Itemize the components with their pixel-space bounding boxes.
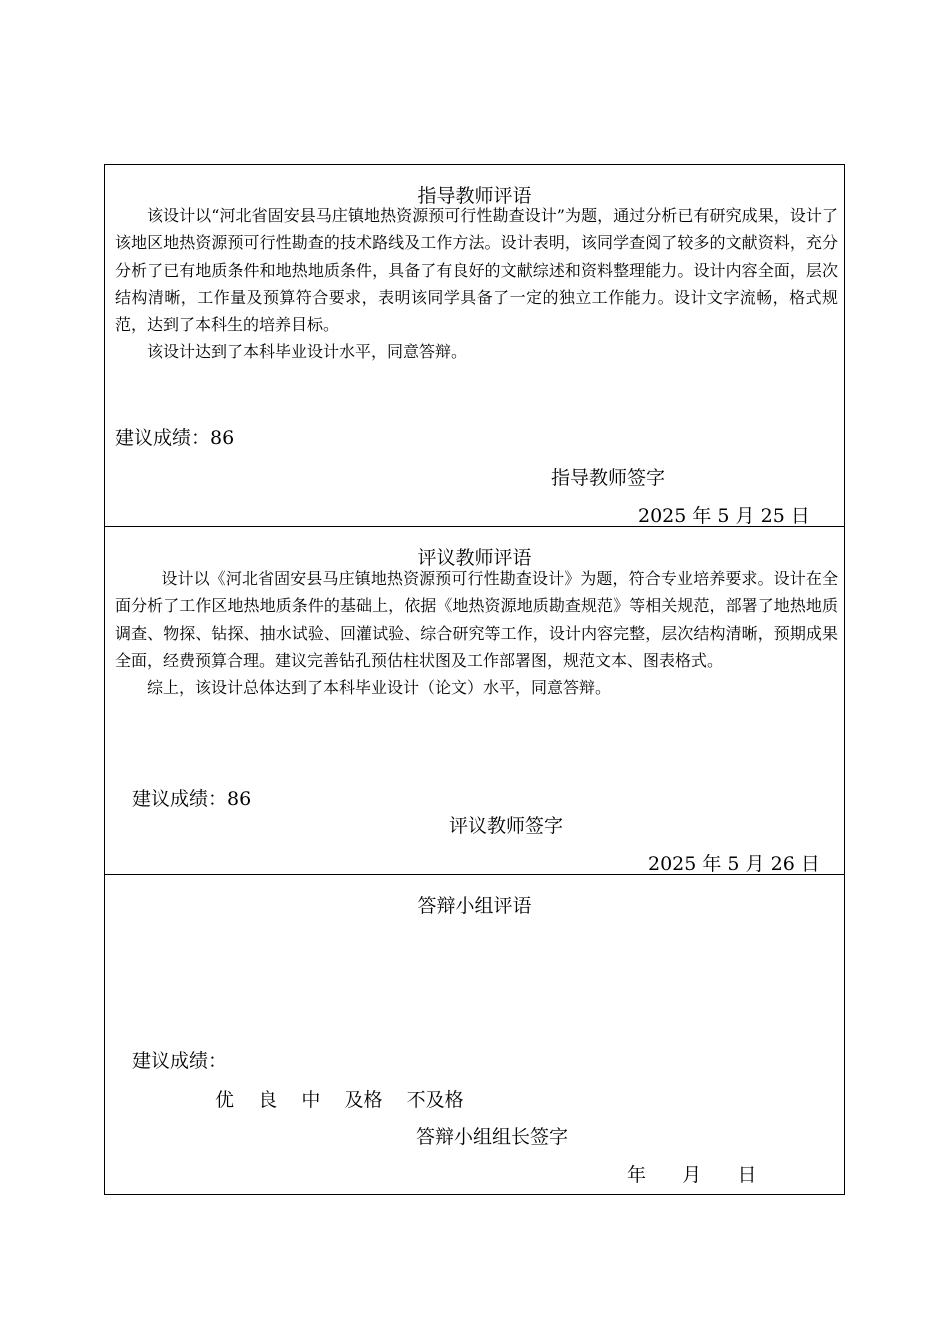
reviewer-suggested-grade: 建议成绩：86 [132,788,252,810]
panel-section-title: 答辩小组评语 [417,895,532,917]
advisor-comment-paragraph: 该设计以“河北省固安县马庄镇地热资源预可行性勘查设计”为题，通过分析已有研究成果，设计了该地区地热资源预可行性勘查的技术路线及工作方法。设计表明，该同学查阅了较多的文献资料，充分分析了已有地质条件和地热地质条件，具备了有良好的文献综述和资料整理能力。设计内容全面，层次结构清晰，工作量及预算符合要求，表明该同学具备了一定的独立工作能力。设计文字流畅，格式规范，达到了本科生的培养目标。 [115,206,838,335]
reviewer-section-title: 评议教师评语 [417,547,532,569]
advisor-section-title: 指导教师评语 [417,185,532,207]
reviewer-signature-label: 评议教师签字 [449,815,564,837]
reviewer-comment-body [115,565,838,701]
advisor-suggested-grade: 建议成绩：86 [115,427,235,449]
advisor-comment-conclusion: 该设计达到了本科毕业设计水平，同意答辩。 [147,342,468,362]
advisor-signature-label: 指导教师签字 [551,467,666,489]
reviewer-comment-paragraph: 设计以《河北省固安县马庄镇地热资源预可行性勘查设计》为题，符合专业培养要求。设计在全面分析了工作区地热地质条件的基础上，依据《地热资源地质勘查规范》等相关规范，部署了地热地质调查、物探、钻探、抽水试验、回灌试验、综合研究等工作，设计内容完整，层次结构清晰，预期成果全面，经费预算合理。建议完善钻孔预估柱状图及工作部署图，规范文本、图表格式。 [115,569,838,670]
panel-date: 年 月 日 [627,1164,757,1186]
reviewer-comment-section [104,526,845,875]
advisor-comment-section [104,164,845,527]
reviewer-date: 2025 年 5 月 26 日 [648,853,820,875]
panel-suggested-grade-label: 建议成绩： [132,1050,228,1072]
panel-grade-options: 优 良 中 及格 不及格 [215,1089,464,1111]
advisor-comment-body [115,202,838,366]
panel-comment-section [104,874,845,1195]
reviewer-comment-conclusion: 综上，该设计总体达到了本科毕业设计（论文）水平，同意答辩。 [147,678,612,698]
advisor-date: 2025 年 5 月 25 日 [638,505,810,527]
panel-leader-signature-label: 答辩小组组长签字 [416,1126,569,1148]
